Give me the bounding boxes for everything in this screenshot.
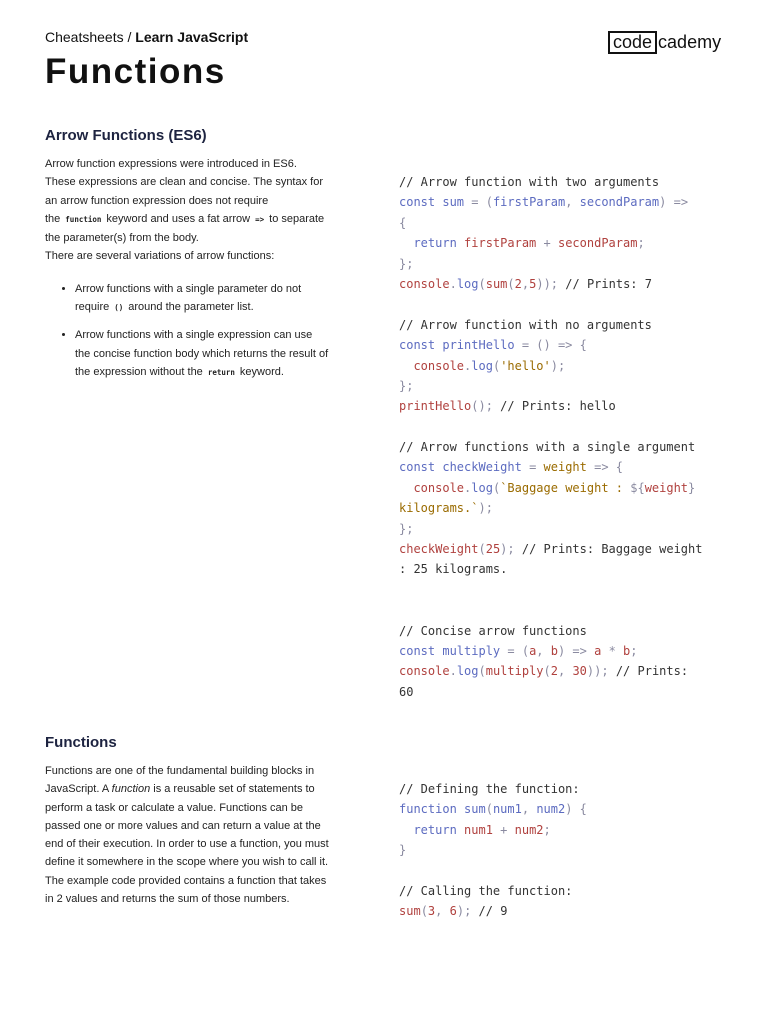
code-token: b <box>550 643 558 658</box>
code-line <box>399 315 719 335</box>
code-line <box>399 498 719 518</box>
code-token: a <box>594 643 602 658</box>
arrow-functions-heading: Arrow Functions (ES6) <box>45 127 207 144</box>
code-line <box>399 641 719 661</box>
code-token: b <box>623 643 631 658</box>
code-line <box>399 901 719 921</box>
code-line <box>399 799 719 819</box>
code-token: 'hello' <box>500 358 551 373</box>
code-token: // Arrow functions with a single argument <box>399 440 696 455</box>
code-token: log <box>456 276 479 291</box>
code-line <box>399 600 719 620</box>
code-token: ( <box>478 542 486 557</box>
functions-description <box>45 762 330 908</box>
inline-code-function: function <box>65 214 102 224</box>
code-token: . <box>449 276 457 291</box>
code-token: checkWeight <box>399 542 479 557</box>
code-token: // Prints: hello <box>492 399 616 414</box>
code-token: ); <box>500 542 515 557</box>
code-token: num1 <box>492 802 522 817</box>
text-run: Arrow functions with a single parameter do not require <box>75 282 302 314</box>
arrow-paragraph-2: There are several variations of arrow functions: <box>45 250 275 263</box>
code-token: * <box>601 643 624 658</box>
code-token: : 25 kilograms. <box>399 562 508 577</box>
code-token: // Arrow function with no arguments <box>399 317 652 332</box>
code-token: log <box>471 358 493 373</box>
code-token: ); <box>550 358 566 373</box>
code-token: console <box>399 358 465 373</box>
code-token: ) { <box>565 802 587 817</box>
code-line <box>399 437 719 457</box>
code-token: = ( <box>500 643 530 658</box>
code-token: , <box>536 643 551 658</box>
code-line <box>399 274 719 294</box>
code-token: firstParam <box>492 195 566 210</box>
code-token: , <box>435 904 450 919</box>
code-token: 2 <box>550 664 558 679</box>
code-token: console <box>399 664 450 679</box>
code-line <box>399 233 719 253</box>
breadcrumb-current[interactable]: Learn JavaScript <box>135 29 249 45</box>
text-run: keyword. <box>239 365 284 378</box>
code-token: = <box>521 460 544 475</box>
code-token: ( <box>420 904 428 919</box>
code-token: }; <box>399 378 414 393</box>
code-token: a <box>529 643 537 658</box>
page-title: Functions <box>45 52 226 91</box>
code-token: firstParam <box>464 236 537 251</box>
code-token: , <box>565 195 580 210</box>
text-run: Functions are one of the fundamental building blocks in JavaScript. A <box>45 765 315 796</box>
code-line <box>399 294 719 314</box>
code-token: log <box>456 664 479 679</box>
code-line <box>399 840 719 860</box>
code-token: sum <box>399 904 421 919</box>
list-item <box>75 326 330 382</box>
code-token: , <box>558 664 573 679</box>
code-token: }; <box>399 521 414 536</box>
emphasis-function: function <box>111 783 151 796</box>
code-token: , <box>521 276 530 291</box>
code-line <box>399 580 719 600</box>
code-token: num2 <box>536 802 566 817</box>
code-token: )); <box>536 276 559 291</box>
code-token: const <box>399 195 443 210</box>
functions-heading: Functions <box>45 734 117 751</box>
code-token: 2 <box>514 276 522 291</box>
code-token: weight <box>543 460 587 475</box>
code-token: // Prints: 7 <box>558 276 652 291</box>
code-token: { <box>399 215 407 230</box>
arrow-paragraph-1 <box>45 155 330 247</box>
code-line <box>399 396 719 416</box>
arrow-functions-description <box>45 155 330 391</box>
code-token: 6 <box>449 904 457 919</box>
code-token: + <box>492 822 515 837</box>
code-token: printHello <box>399 399 472 414</box>
functions-paragraph-1 <box>45 762 330 872</box>
code-token: (); <box>471 399 493 414</box>
code-token: + <box>536 236 558 251</box>
text-run: is a reusable set of statements to perform a task or calculate a value. Functions can be passed one or more values and can return a value at the end of their execution. In order to use a function, you must define it somewhere in the scope where you wish to call it. <box>45 783 329 869</box>
code-line <box>399 417 719 437</box>
code-line <box>399 682 719 702</box>
code-token: multiply <box>442 643 501 658</box>
functions-code-block <box>399 779 719 922</box>
code-line <box>399 621 719 641</box>
code-token: // 9 <box>471 904 508 919</box>
code-token: ( <box>543 664 551 679</box>
code-token: function <box>399 802 465 817</box>
code-token: ) => <box>659 195 689 210</box>
code-token: , <box>521 802 537 817</box>
code-token: ( <box>478 664 486 679</box>
inline-code-parens: () <box>114 303 124 313</box>
text-run: Arrow functions with a single expression can use the concise function body which returns the result of the expression without the <box>75 329 329 378</box>
code-token: 60 <box>399 684 414 699</box>
code-token: }; <box>399 256 414 271</box>
code-token: ); <box>456 904 472 919</box>
code-token: ${ <box>630 480 645 495</box>
code-token: = () => { <box>514 338 587 353</box>
code-token: secondParam <box>557 236 638 251</box>
code-token: 25 <box>485 542 501 557</box>
code-line <box>399 519 719 539</box>
code-token: ; <box>543 822 551 837</box>
code-line <box>399 335 719 355</box>
code-token: ( <box>492 480 501 495</box>
code-token: => { <box>586 460 624 475</box>
text-run: keyword and uses a fat arrow <box>106 212 251 225</box>
code-token: console <box>399 480 465 495</box>
breadcrumb <box>45 29 248 45</box>
code-token: ; <box>637 236 645 251</box>
code-token: } <box>688 480 696 495</box>
inline-code-return: return <box>207 367 235 377</box>
code-line <box>399 779 719 799</box>
code-line <box>399 254 719 274</box>
code-token: // Defining the function: <box>399 782 580 796</box>
code-token: weight <box>644 480 689 495</box>
code-token: num1 <box>464 822 493 837</box>
code-token: // Prints: <box>608 664 689 679</box>
inline-code-fat-arrow: => <box>255 214 265 224</box>
code-line <box>399 457 719 477</box>
text-run: to separate the parameter(s) from the body. <box>45 212 325 245</box>
code-token: // Prints: Baggage weight <box>514 542 703 557</box>
code-token: checkWeight <box>442 460 522 475</box>
code-token: sum <box>485 276 508 291</box>
code-line <box>399 376 719 396</box>
code-line <box>399 356 719 376</box>
code-token: const <box>399 338 443 353</box>
arrow-functions-code-block <box>399 172 719 702</box>
code-token: // Calling the function: <box>399 883 573 898</box>
code-line <box>399 213 719 233</box>
code-line <box>399 881 719 901</box>
code-token: sum <box>464 802 486 817</box>
code-line <box>399 820 719 840</box>
list-item <box>75 280 330 318</box>
code-token: const <box>399 460 443 475</box>
code-token: = ( <box>464 195 493 210</box>
code-line <box>399 539 719 559</box>
code-token: num2 <box>514 822 544 837</box>
text-run: around the parameter list. <box>128 301 254 314</box>
breadcrumb-prefix[interactable]: Cheatsheets / <box>45 29 136 45</box>
code-token: )); <box>586 664 609 679</box>
code-token: . <box>449 664 457 679</box>
code-token: ; <box>630 643 638 658</box>
code-token: `Baggage weight : <box>500 480 631 495</box>
code-token: // Concise arrow functions <box>399 623 587 638</box>
code-token: multiply <box>485 664 544 679</box>
code-token: console <box>399 276 450 291</box>
code-line <box>399 661 719 681</box>
code-line <box>399 478 719 498</box>
text-run: Arrow function expressions were introduced in ES6. These expressions are clean and concise. The syntax for an arrow function expression does not require the <box>45 158 324 225</box>
code-token: kilograms.` <box>399 501 479 516</box>
logo-boxed-text: code <box>608 31 657 54</box>
code-line <box>399 172 719 192</box>
code-token: } <box>399 843 407 858</box>
code-token: 30 <box>572 664 587 679</box>
code-token: return <box>399 236 465 251</box>
code-token: log <box>471 480 493 495</box>
code-token: ) => <box>557 643 595 658</box>
code-token: secondParam <box>579 195 660 210</box>
code-token: ( <box>492 358 501 373</box>
code-token: // Arrow function with two arguments <box>399 175 660 189</box>
arrow-variations-list <box>45 280 330 382</box>
code-line <box>399 861 719 881</box>
code-token: return <box>399 822 465 837</box>
code-token: 5 <box>529 276 537 291</box>
code-token: sum <box>442 195 465 210</box>
code-token: ( <box>478 276 486 291</box>
code-line <box>399 192 719 212</box>
code-token: const <box>399 643 443 658</box>
functions-paragraph-2: The example code provided contains a function that takes in 2 values and returns the sum of those numbers. <box>45 874 327 906</box>
code-token: . <box>464 480 472 495</box>
code-token: printHello <box>442 338 515 353</box>
code-token: ( <box>507 276 515 291</box>
codecademy-logo[interactable] <box>608 31 721 54</box>
code-token: ( <box>485 802 493 817</box>
logo-rest-text: cademy <box>658 32 722 52</box>
code-line <box>399 559 719 579</box>
code-token: 3 <box>427 904 436 919</box>
code-token: ); <box>478 501 493 516</box>
code-token: . <box>464 358 472 373</box>
